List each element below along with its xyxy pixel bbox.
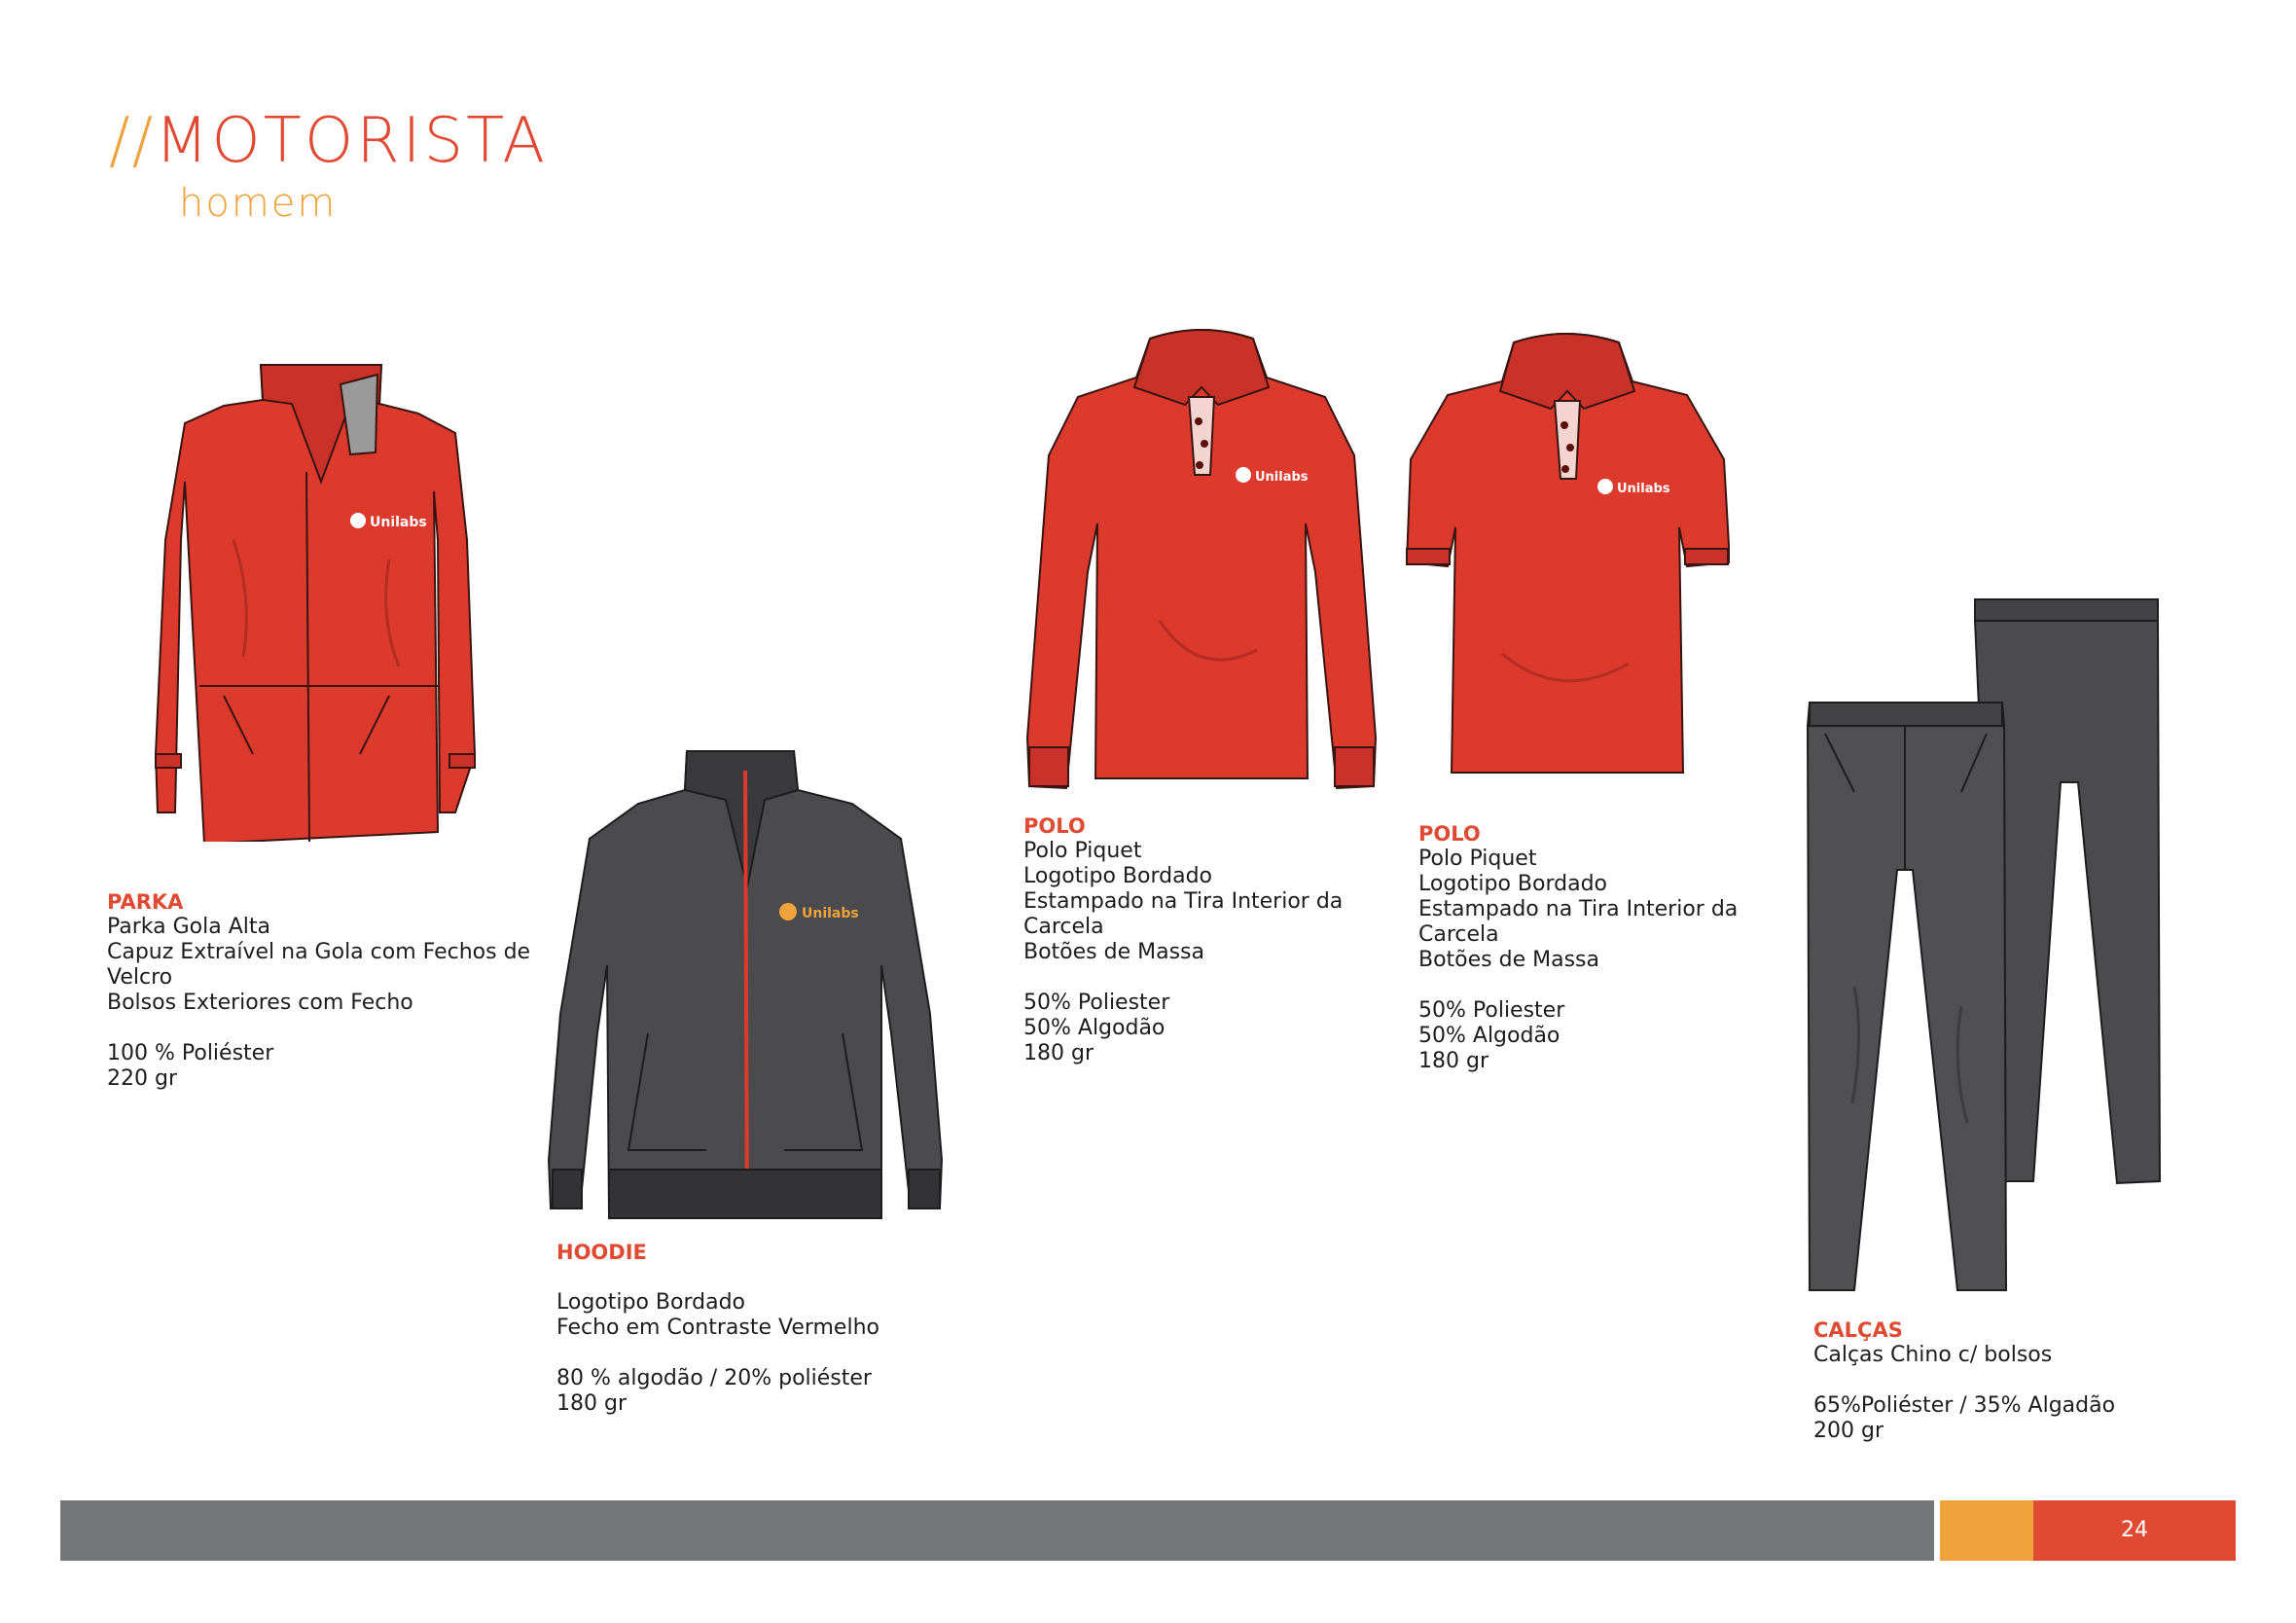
polo-short-line: Botões de Massa [1418,948,1599,972]
unilabs-logo-icon [779,903,797,920]
polo-long-name: POLO [1023,814,1086,838]
polo-long-line: Logotipo Bordado [1023,864,1212,888]
hoodie-name: HOODIE [556,1241,647,1264]
title-slashes: // [109,105,156,177]
polo-long-line: Estampado na Tira Interior da [1023,889,1344,914]
unilabs-logo-icon [1597,479,1613,494]
polo-short-line: Carcela [1418,922,1499,947]
parka-composition: 100 % Poliéster [107,1041,274,1065]
unilabs-logo-icon [350,513,366,528]
polo-long-logo-text: Unilabs [1255,470,1309,485]
polo-short-line: Logotipo Bordado [1418,872,1607,896]
polo-short-logo-text: Unilabs [1617,482,1670,496]
calcas-illustration [1796,597,2170,1294]
footer-bar-orange [1940,1500,2033,1561]
parka-name: PARKA [107,890,184,914]
footer-bar-gray [60,1500,1934,1561]
parka-line: Parka Gola Alta [107,915,270,939]
parka-logo-text: Unilabs [370,515,427,530]
hoodie-logo-text: Unilabs [802,906,859,921]
hoodie-weight: 180 gr [556,1391,627,1416]
parka-line: Velcro [107,965,173,990]
title-text: MOTORISTA [155,105,549,177]
calcas-description [1813,1317,2115,1444]
polo-long-composition: 50% Algodão [1023,1016,1166,1040]
calcas-weight: 200 gr [1813,1419,1883,1443]
calcas-composition: 65%Poliéster / 35% Algadão [1813,1393,2116,1418]
polo-long-line: Botões de Massa [1023,940,1204,964]
polo-short-composition: 50% Algodão [1418,1024,1561,1048]
hoodie-description [556,1240,879,1417]
polo-long-line: Carcela [1023,915,1104,939]
polo-short-line: Polo Piquet [1418,847,1537,871]
page-number: 24 [2121,1518,2148,1542]
polo-short-weight: 180 gr [1418,1049,1489,1073]
polo-short-line: Estampado na Tira Interior da [1418,897,1739,921]
polo-long-description [1023,813,1343,1066]
polo-long-illustration [1023,329,1380,790]
page-subtitle: homem [179,181,338,226]
unilabs-logo-icon [1236,467,1251,483]
parka-description [107,889,530,1092]
calcas-line: Calças Chino c/ bolsos [1813,1343,2053,1367]
hoodie-illustration [541,741,950,1220]
polo-short-name: POLO [1418,822,1481,846]
parka-illustration [146,345,486,842]
polo-long-line: Polo Piquet [1023,839,1142,863]
polo-short-illustration [1405,333,1730,778]
polo-short-composition: 50% Poliester [1418,998,1565,1023]
parka-line: Bolsos Exteriores com Fecho [107,991,413,1015]
polo-short-description [1418,821,1738,1074]
hoodie-composition: 80 % algodão / 20% poliéster [556,1366,872,1390]
parka-weight: 220 gr [107,1066,177,1091]
calcas-name: CALÇAS [1813,1318,1903,1342]
hoodie-line: Logotipo Bordado [556,1290,745,1315]
hoodie-line: Fecho em Contraste Vermelho [556,1316,879,1340]
polo-long-weight: 180 gr [1023,1041,1094,1065]
polo-long-composition: 50% Poliester [1023,991,1170,1015]
parka-line: Capuz Extraível na Gola com Fechos de [107,940,531,964]
page-title [109,105,548,177]
